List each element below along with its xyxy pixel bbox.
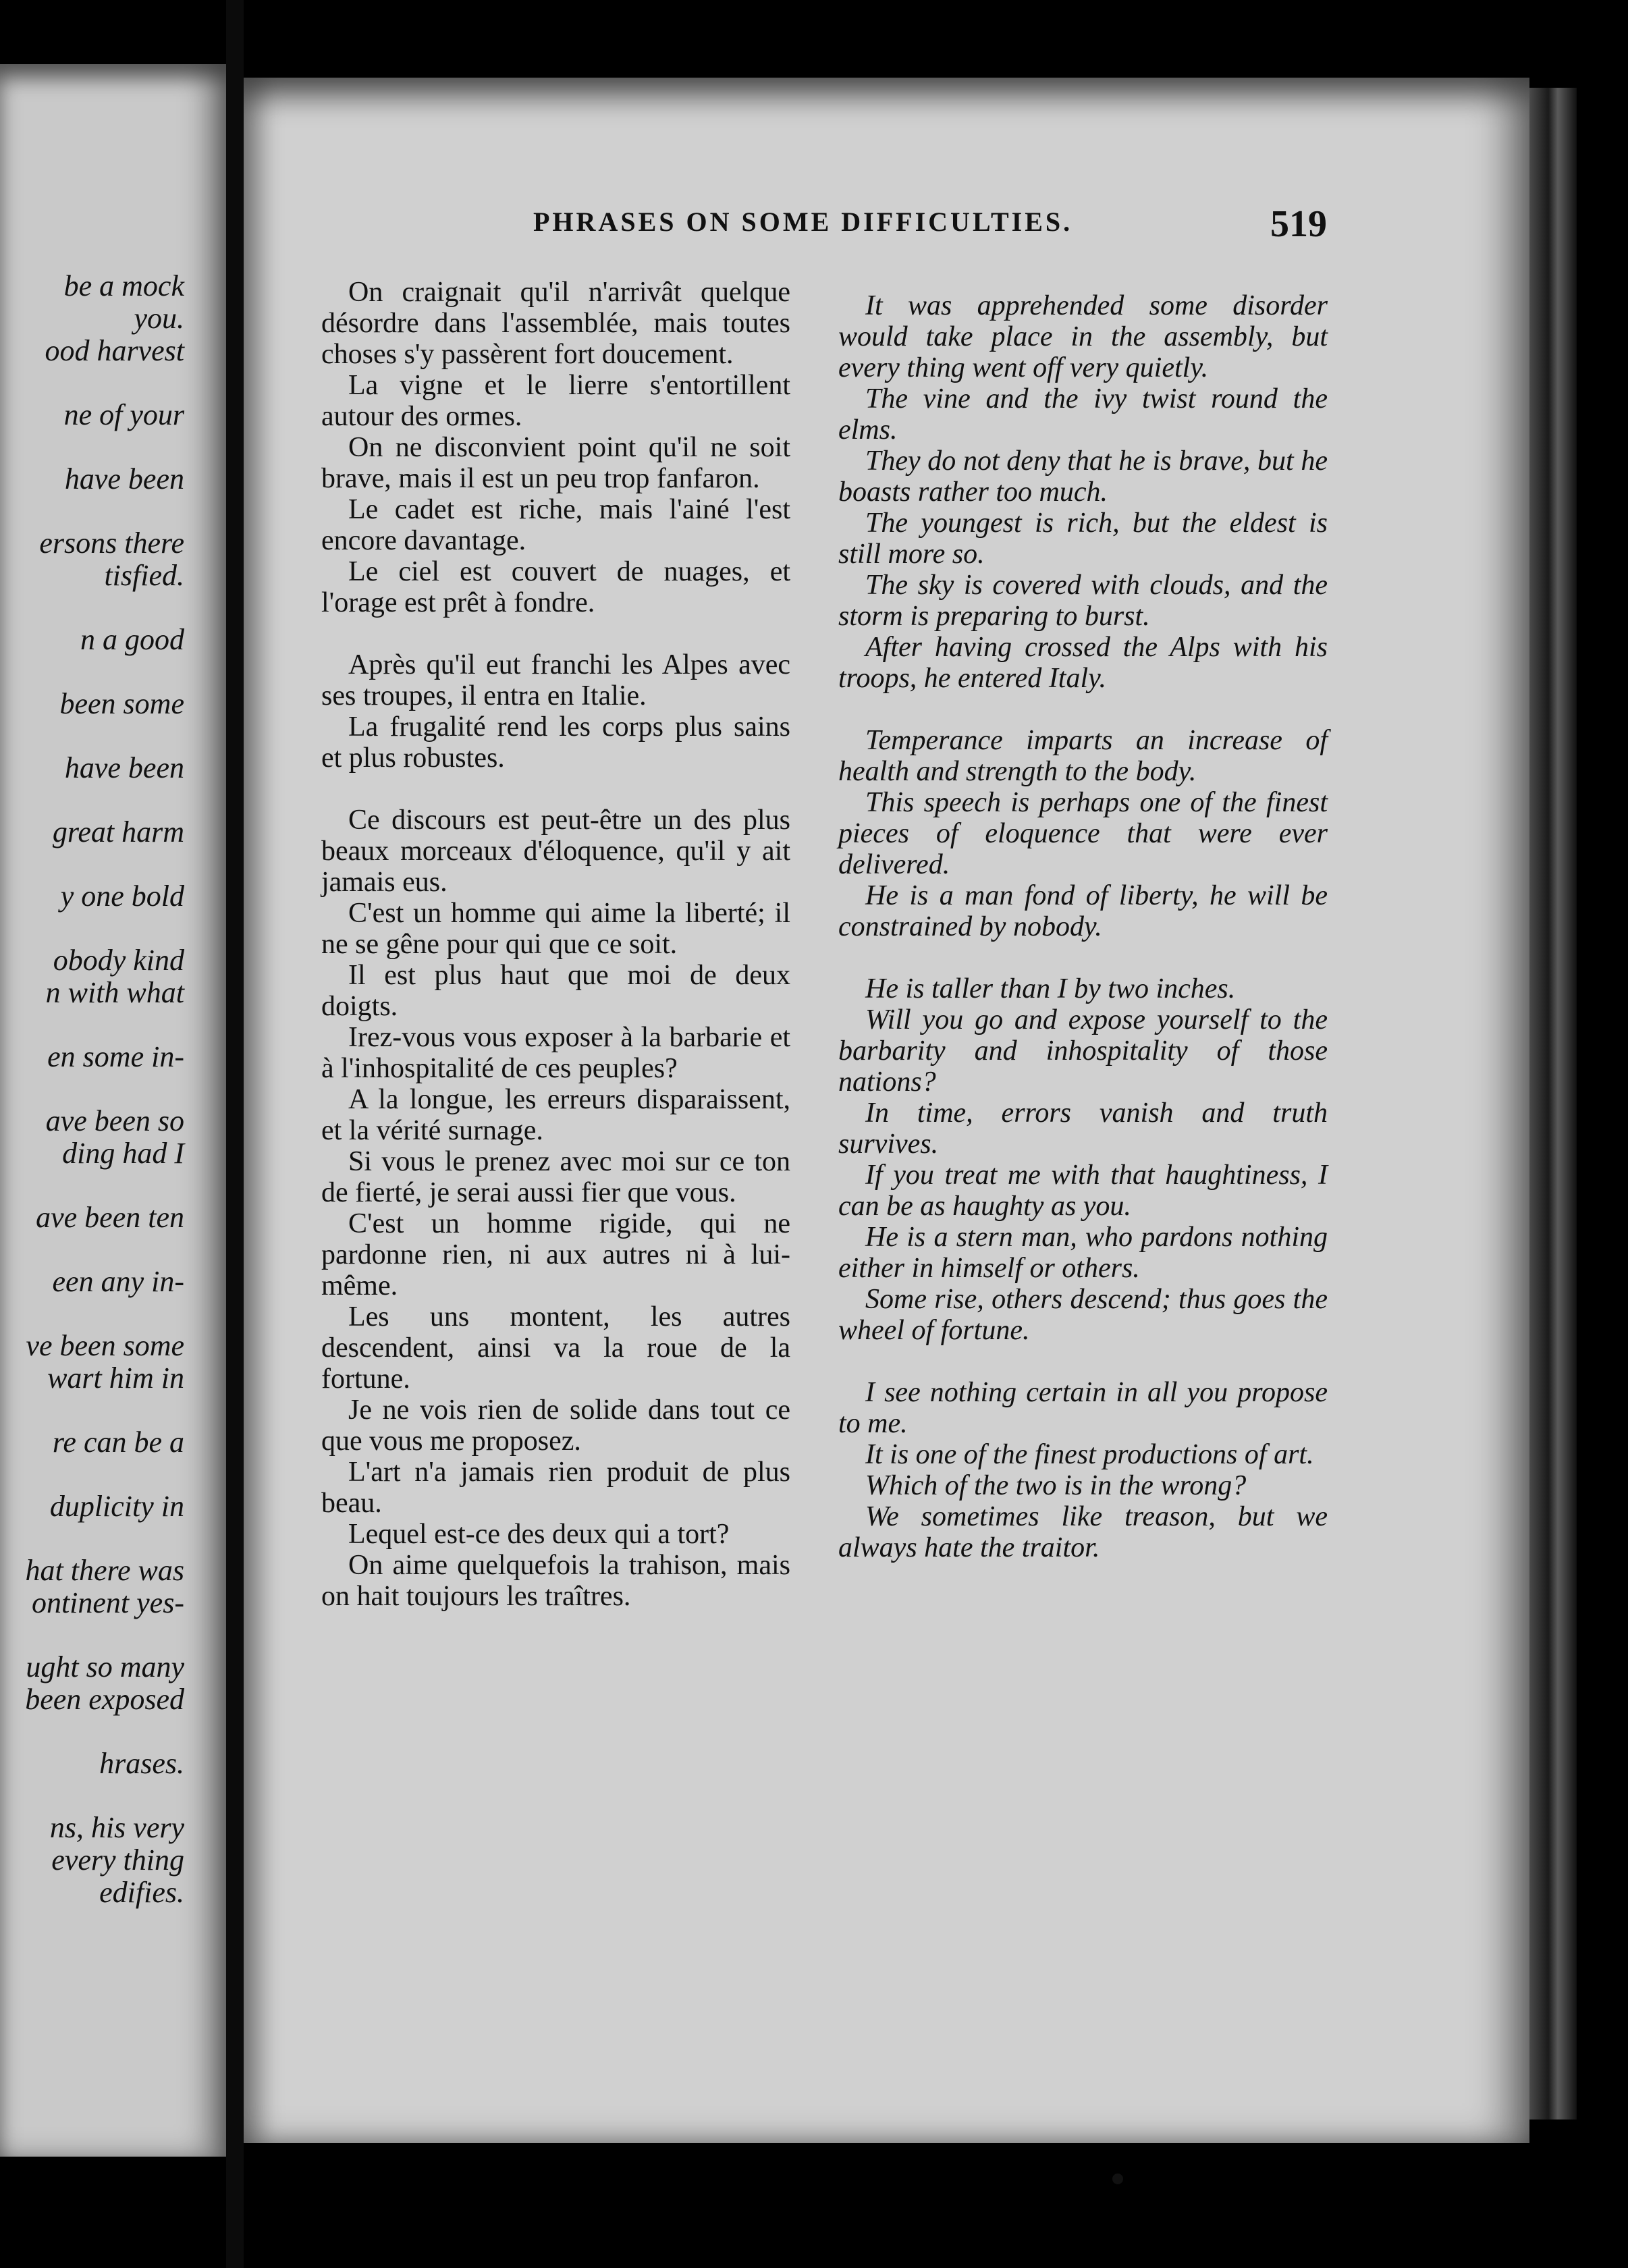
french-column bbox=[321, 277, 790, 1612]
french-phrase: Après qu'il eut franchi les Alpes avec ses troupes, il entra en Italie. bbox=[321, 649, 790, 711]
left-page-line: every thing bbox=[51, 1843, 184, 1877]
french-phrase: Si vous le prenez avec moi sur ce ton de fierté, je serai aussi fier que vous. bbox=[321, 1146, 790, 1208]
french-phrase: C'est un homme rigide, qui ne pardonne rien, ni aux autres ni à lui-même. bbox=[321, 1208, 790, 1301]
paragraph-gap bbox=[838, 1346, 1328, 1377]
left-page-line: ersons there bbox=[39, 526, 184, 560]
left-page-line: re can be a bbox=[52, 1426, 184, 1459]
english-phrase: It was apprehended some disorder would take place in the assembly, but every thing went off very quietly. bbox=[838, 290, 1328, 383]
book-gutter bbox=[226, 0, 244, 2268]
english-phrase: He is taller than I by two inches. bbox=[865, 973, 1236, 1004]
english-phrase: The youngest is rich, but the eldest is still more so. bbox=[838, 508, 1328, 570]
paragraph-gap bbox=[321, 618, 790, 649]
page-edge bbox=[1529, 88, 1577, 2120]
english-phrase: I see nothing certain in all you propose to me. bbox=[838, 1377, 1328, 1439]
french-phrase: La frugalité rend les corps plus sains et plus robustes. bbox=[321, 711, 790, 774]
running-head: PHRASES ON SOME DIFFICULTIES. bbox=[533, 207, 1073, 237]
left-page-line: hat there was bbox=[25, 1554, 184, 1587]
left-page-line: you. bbox=[134, 302, 184, 335]
left-page-line: ding had I bbox=[62, 1137, 184, 1170]
french-phrase: A la longue, les erreurs disparaissent, et la vérité surnage. bbox=[321, 1084, 790, 1146]
left-page-fragment bbox=[0, 64, 226, 2157]
left-page-line: wart him in bbox=[47, 1361, 184, 1395]
left-page-line: ve been some bbox=[26, 1329, 184, 1362]
left-page-line: n with what bbox=[45, 976, 184, 1009]
paragraph-gap bbox=[838, 942, 1328, 973]
french-phrase: On ne disconvient point qu'il ne soit brave, mais il est un peu trop fanfaron. bbox=[321, 432, 790, 494]
left-page-line: ne of your bbox=[63, 398, 184, 431]
left-page-line: ontinent yes- bbox=[31, 1586, 184, 1619]
english-phrase: Which of the two is in the wrong? bbox=[865, 1470, 1247, 1501]
english-phrase: We sometimes like treason, but we always hate the traitor. bbox=[838, 1501, 1328, 1563]
english-phrase: He is a stern man, who pardons nothing either in himself or others. bbox=[838, 1222, 1328, 1284]
french-phrase: Lequel est-ce des deux qui a tort? bbox=[348, 1519, 730, 1550]
english-phrase: This speech is perhaps one of the finest pieces of eloquence that were ever delivered. bbox=[838, 787, 1328, 880]
french-phrase: On craignait qu'il n'arrivât quelque désordre dans l'assemblée, mais toutes choses s'y passèrent fort doucement. bbox=[321, 277, 790, 370]
left-page-line: have been bbox=[64, 462, 184, 495]
left-page-line: obody kind bbox=[53, 944, 184, 977]
english-phrase: In time, errors vanish and truth survives. bbox=[838, 1098, 1328, 1160]
french-phrase: Le cadet est riche, mais l'ainé l'est encore davantage. bbox=[321, 494, 790, 556]
english-phrase: After having crossed the Alps with his troops, he entered Italy. bbox=[838, 632, 1328, 694]
english-column bbox=[838, 290, 1328, 1563]
left-page-line: en some in- bbox=[47, 1040, 184, 1073]
left-page-line: have been bbox=[64, 751, 184, 784]
english-phrase: If you treat me with that haughtiness, I can be as haughty as you. bbox=[838, 1160, 1328, 1222]
english-phrase: The vine and the ivy twist round the elms. bbox=[838, 383, 1328, 446]
english-phrase: Will you go and expose yourself to the barbarity and inhospitality of those nations? bbox=[838, 1004, 1328, 1098]
left-page-line: ught so many bbox=[26, 1650, 184, 1683]
french-phrase: C'est un homme qui aime la liberté; il ne se gêne pour qui que ce soit. bbox=[321, 898, 790, 960]
left-page-line: been some bbox=[59, 687, 184, 720]
left-page-line: edifies. bbox=[99, 1876, 184, 1909]
ink-speck bbox=[1112, 2174, 1123, 2184]
french-phrase: Irez-vous vous exposer à la barbarie et à l'inhospitalité de ces peuples? bbox=[321, 1022, 790, 1084]
left-page-line: been exposed bbox=[25, 1683, 184, 1716]
french-phrase: Le ciel est couvert de nuages, et l'orage est prêt à fondre. bbox=[321, 556, 790, 618]
french-phrase: Les uns montent, les autres descendent, ainsi va la roue de la fortune. bbox=[321, 1301, 790, 1395]
left-page-line: ns, his very bbox=[49, 1811, 184, 1844]
left-page-line: een any in- bbox=[52, 1265, 184, 1298]
left-page-line: ood harvest bbox=[45, 334, 184, 367]
french-phrase: Ce discours est peut-être un des plus beaux morceaux d'éloquence, qu'il y ait jamais eus. bbox=[321, 805, 790, 898]
english-phrase: It is one of the finest productions of art. bbox=[865, 1439, 1314, 1470]
english-phrase: The sky is covered with clouds, and the storm is preparing to burst. bbox=[838, 570, 1328, 632]
paragraph-gap bbox=[321, 774, 790, 805]
french-phrase: Il est plus haut que moi de deux doigts. bbox=[321, 960, 790, 1022]
french-phrase: La vigne et le lierre s'entortillent autour des ormes. bbox=[321, 370, 790, 432]
english-phrase: They do not deny that he is brave, but he boasts rather too much. bbox=[838, 446, 1328, 508]
left-page-line: hrases. bbox=[99, 1747, 184, 1780]
left-page-line: be a mock bbox=[63, 269, 184, 302]
left-page-line: ave been so bbox=[45, 1104, 184, 1137]
left-page-text bbox=[0, 270, 184, 1909]
left-page-line: n a good bbox=[80, 623, 184, 656]
english-phrase: Temperance imparts an increase of health and strength to the body. bbox=[838, 725, 1328, 787]
french-phrase: On aime quelquefois la trahison, mais on hait toujours les traîtres. bbox=[321, 1550, 790, 1612]
left-page-line: y one bold bbox=[60, 880, 184, 913]
left-page-line: great harm bbox=[52, 815, 184, 848]
english-phrase: Some rise, others descend; thus goes the wheel of fortune. bbox=[838, 1284, 1328, 1346]
left-page-line: ave been ten bbox=[36, 1201, 184, 1234]
english-phrase: He is a man fond of liberty, he will be constrained by nobody. bbox=[838, 880, 1328, 942]
french-phrase: L'art n'a jamais rien produit de plus beau. bbox=[321, 1457, 790, 1519]
left-page-line: duplicity in bbox=[49, 1490, 184, 1523]
page-number: 519 bbox=[1270, 203, 1327, 245]
french-phrase: Je ne vois rien de solide dans tout ce que vous me proposez. bbox=[321, 1395, 790, 1457]
paragraph-gap bbox=[838, 694, 1328, 725]
left-page-line: tisfied. bbox=[104, 559, 184, 592]
